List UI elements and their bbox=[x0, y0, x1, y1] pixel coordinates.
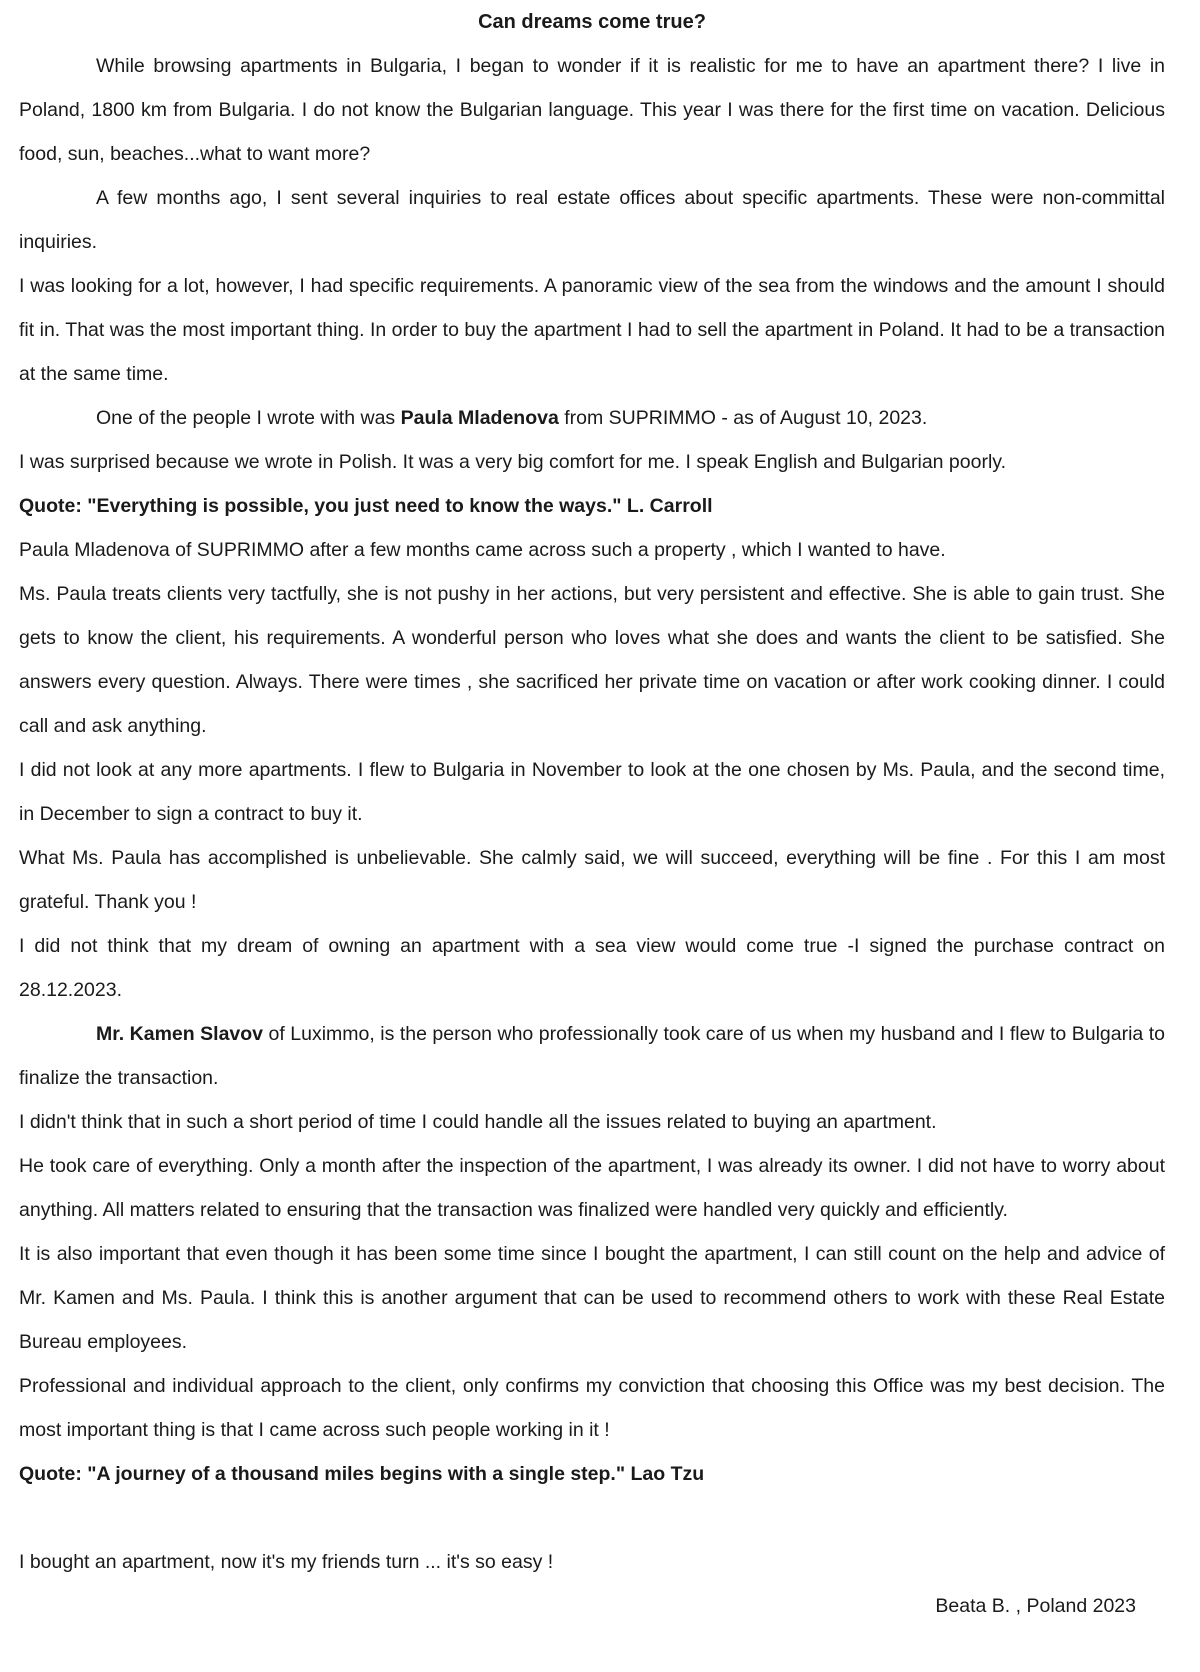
paragraph-paula-intro bbox=[19, 396, 1165, 440]
paragraph-requirements: I was looking for a lot, however, I had specific requirements. A panoramic view of the sea from the windows and the amount I should fit in. That was the most important thing. In order to buy the apartment I had to sell the apartment in Poland. It had to be a transaction at the same time. bbox=[19, 275, 1165, 385]
signature: Beata B. , Poland 2023 bbox=[935, 1595, 1136, 1617]
paragraph-dream: I did not think that my dream of owning an apartment with a sea view would come true -I signed the purchase contract on 28.12.2023. bbox=[19, 935, 1165, 1001]
paragraph-took-care: He took care of everything. Only a month after the inspection of the apartment, I was already its owner. I did not have to worry about anything. All matters related to ensuring that the transaction was finalized were handled very quickly and efficiently. bbox=[19, 1155, 1165, 1221]
paragraph-kamen-intro bbox=[19, 1012, 1165, 1100]
document-title: Can dreams come true? bbox=[478, 11, 706, 33]
paragraph-inquiries: A few months ago, I sent several inquiries to real estate offices about specific apartments. These were non-committal inquiries. bbox=[19, 187, 1165, 253]
paragraph-grateful: What Ms. Paula has accomplished is unbelievable. She calmly said, we will succeed, everything will be fine . For this I am most grateful. Thank you ! bbox=[19, 847, 1165, 913]
paragraph-short-period: I didn't think that in such a short period of time I could handle all the issues related to buying an apartment. bbox=[19, 1111, 937, 1133]
paragraph-closing: I bought an apartment, now it's my friends turn ... it's so easy ! bbox=[19, 1551, 554, 1573]
document-page bbox=[19, 0, 1165, 1628]
paragraph-approach: Professional and individual approach to the client, only confirms my conviction that choosing this Office was my best decision. The most important thing is that I came across such people working in it ! bbox=[19, 1375, 1165, 1441]
quote-carroll: Quote: "Everything is possible, you just need to know the ways." L. Carroll bbox=[19, 495, 713, 517]
paragraph-polish: I was surprised because we wrote in Polish. It was a very big comfort for me. I speak English and Bulgarian poorly. bbox=[19, 451, 1007, 473]
paragraph-property-found: Paula Mladenova of SUPRIMMO after a few months came across such a property , which I wanted to have. bbox=[19, 539, 946, 561]
paragraph-paula-intro-pre: One of the people I wrote with was bbox=[96, 407, 401, 429]
agent-name-kamen: Mr. Kamen Slavov bbox=[96, 1023, 264, 1045]
quote-lao-tzu: Quote: "A journey of a thousand miles begins with a single step." Lao Tzu bbox=[19, 1463, 705, 1485]
paragraph-intro: While browsing apartments in Bulgaria, I began to wonder if it is realistic for me to have an apartment there? I live in Poland, 1800 km from Bulgaria. I do not know the Bulgarian language. This year I was there for the first time on vacation. Delicious food, sun, beaches...what to want more? bbox=[19, 55, 1165, 165]
paragraph-paula-praise: Ms. Paula treats clients very tactfully, she is not pushy in her actions, but very persistent and effective. She is able to gain trust. She gets to know the client, his requirements. A wonderful person who loves what she does and wants the client to be satisfied. She answers every question. Always. There were times , she sacrificed her private time on vacation or after work cooking dinner. I could call and ask anything. bbox=[19, 583, 1165, 737]
paragraph-kamen-intro-post: of Luximmo, is the person who professionally took care of us when my husband and I flew to Bulgaria to finalize the transaction. bbox=[19, 1023, 1165, 1089]
spacer bbox=[19, 1496, 1165, 1540]
paragraph-recommend: It is also important that even though it has been some time since I bought the apartment, I can still count on the help and advice of Mr. Kamen and Ms. Paula. I think this is another argument that can be used to recommend others to work with these Real Estate Bureau employees. bbox=[19, 1243, 1165, 1353]
paragraph-trip: I did not look at any more apartments. I flew to Bulgaria in November to look at the one chosen by Ms. Paula, and the second time, in December to sign a contract to buy it. bbox=[19, 759, 1165, 825]
agent-name-paula: Paula Mladenova bbox=[400, 407, 559, 429]
paragraph-paula-intro-post: from SUPRIMMO - as of August 10, 2023. bbox=[558, 407, 928, 429]
